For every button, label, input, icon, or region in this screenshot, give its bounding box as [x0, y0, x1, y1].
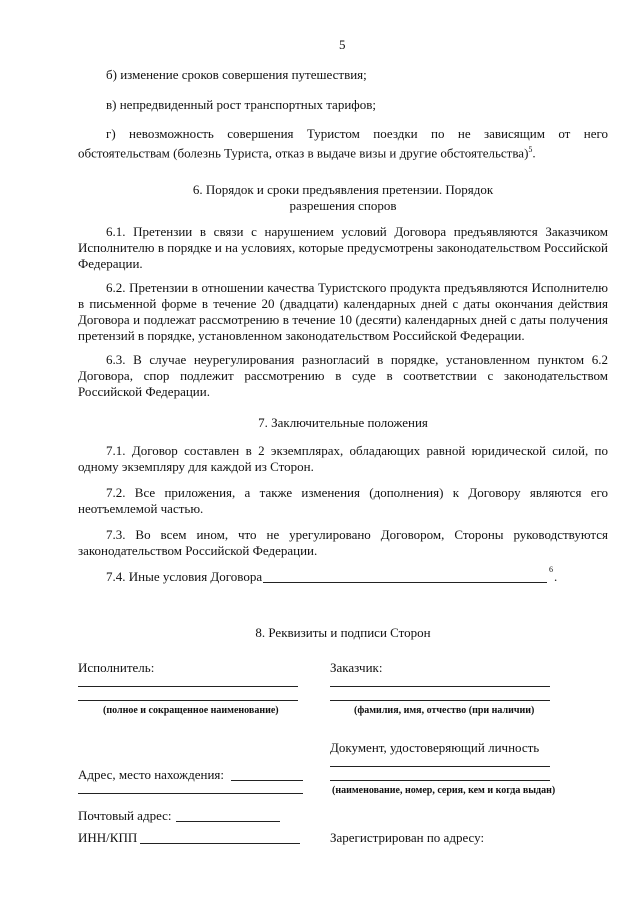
list-item-v: в) непредвиденный рост транспортных тарифов;: [106, 97, 376, 112]
clause-6-1: [78, 224, 608, 272]
section-7-title: 7. Заключительные положения: [258, 415, 428, 430]
clause-6-3: [78, 352, 608, 400]
section-8-title: 8. Реквизиты и подписи Сторон: [255, 625, 431, 640]
customer-name-line-2: [330, 700, 550, 701]
clause-7-4-label: 7.4. Иные условия Договора: [106, 569, 263, 584]
section-6-title-line2: разрешения споров: [289, 198, 397, 213]
list-item-g-text: г) невозможность совершения Туристом поездки по не зависящим от него обстоятельствам (болезнь Туриста, отказ в выдаче визы и другие обстоятельства): [78, 126, 608, 161]
clause-7-2-text: 7.2. Все приложения, а также изменения (дополнения) к Договору являются его неотъемлемой частью.: [78, 485, 608, 516]
executor-name-caption: (полное и сокращенное наименование): [103, 705, 279, 716]
customer-doc-caption: (наименование, номер, серия, кем и когда выдан): [332, 785, 556, 796]
clause-6-1-text: 6.1. Претензии в связи с нарушением условий Договора предъявляются Заказчиком Исполнителю в порядке и на условиях, которые предусмотрены законодательством Российской Федерации.: [78, 224, 608, 271]
footnote-5: 5: [528, 145, 533, 154]
clause-7-1: [78, 443, 608, 475]
section-6-title-line1: 6. Порядок и сроки предъявления претензии. Порядок: [192, 182, 494, 197]
clause-7-4-end: .: [554, 569, 558, 584]
executor-postal-label: Почтовый адрес:: [78, 808, 172, 823]
customer-doc-line-2: [330, 780, 550, 781]
clause-6-2-text: 6.2. Претензии в отношении качества Туристского продукта предъявляются Исполнителю в письменной форме в течение 20 (двадцати) календарных дней с даты окончания действия Договора и подлежат рассмотрению в течение 10 (десяти) календарных дней с даты получения претензий в порядке, установленном законодательством Российской Федерации.: [78, 280, 608, 343]
page-number: 5: [339, 37, 346, 52]
customer-doc-label: Документ, удостоверяющий личность: [330, 740, 540, 755]
customer-name-line-1: [330, 686, 550, 687]
clause-6-2: [78, 280, 608, 344]
list-item-b: б) изменение сроков совершения путешествия;: [106, 67, 367, 82]
customer-label: Заказчик:: [330, 660, 383, 675]
executor-inn-blank: [140, 843, 300, 844]
clause-7-2: [78, 485, 608, 517]
clause-7-3: [78, 527, 608, 559]
executor-name-line-2: [78, 700, 298, 701]
customer-reg-label: Зарегистрирован по адресу:: [330, 830, 485, 845]
section-6-title: [78, 182, 608, 214]
executor-address-blank: [231, 780, 303, 781]
executor-label: Исполнитель:: [78, 660, 155, 675]
customer-name-caption: (фамилия, имя, отчество (при наличии): [354, 705, 535, 716]
list-item-g-end: .: [532, 145, 536, 161]
list-item-g: [78, 126, 608, 161]
executor-inn-label: ИНН/КПП: [78, 830, 138, 845]
customer-doc-line-1: [330, 766, 550, 767]
clause-7-3-text: 7.3. Во всем ином, что не урегулировано Договором, Стороны руководствуются законодательством Российской Федерации.: [78, 527, 608, 558]
clause-7-4-blank: [263, 582, 547, 583]
footnote-6: 6: [549, 565, 553, 574]
executor-name-line-1: [78, 686, 298, 687]
executor-address-line-2: [78, 793, 303, 794]
executor-postal-blank: [176, 821, 280, 822]
clause-6-3-text: 6.3. В случае неурегулирования разногласий в порядке, установленном пунктом 6.2 Договора, спор подлежит рассмотрению в суде в соответствии с законодательством Российской Федерации.: [78, 352, 608, 399]
clause-7-1-text: 7.1. Договор составлен в 2 экземплярах, обладающих равной юридической силой, по одному экземпляру для каждой из Сторон.: [78, 443, 608, 474]
executor-address-label: Адрес, место нахождения:: [78, 767, 224, 782]
